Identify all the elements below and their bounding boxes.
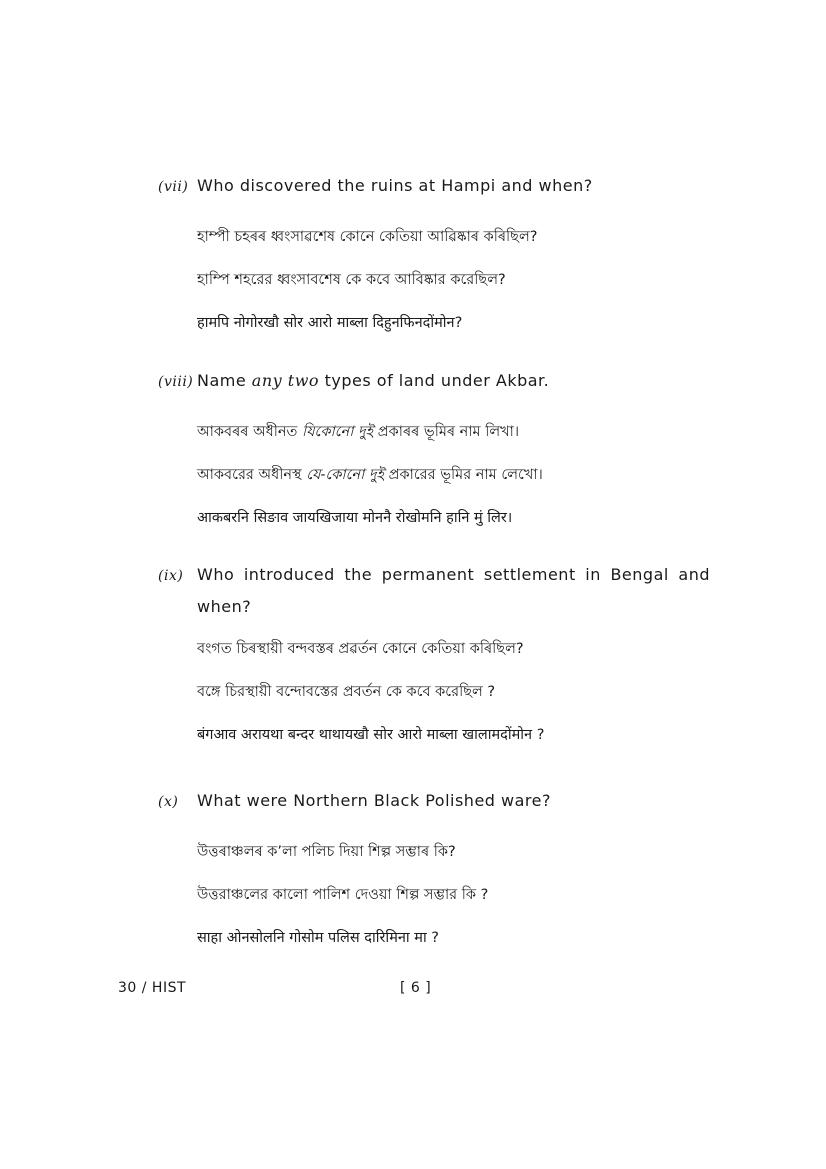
question-viii	[158, 365, 710, 540]
question-ix	[158, 559, 710, 757]
translation-assamese: উত্তৰাঞ্চলৰ ক’লা পলিচ দিয়া শিল্প সম্ভাৰ কি?	[197, 844, 456, 860]
translation-bodo: साहा ओनसोलनि गोसोम पलिस दारिमिना मा ?	[197, 930, 440, 946]
question-number: (viii)	[158, 374, 194, 390]
paper-code: 30 / HIST	[118, 980, 187, 996]
translation-bodo: आकबरनि सिङाव जायखिजाया मोननै रोखोमनि हानि मुं लिर।	[197, 510, 513, 526]
translation-assamese: বংগত চিৰস্থায়ী বন্দবস্তৰ প্ৰৱৰ্তন কোনে কেতিয়া কৰিছিল?	[197, 641, 524, 657]
question-number: (vii)	[158, 179, 189, 195]
page-number: [ 6 ]	[400, 980, 432, 996]
question-x	[158, 785, 710, 960]
question-text: Who introduced the permanent settlement in Bengal and when?	[197, 565, 710, 616]
question-vii	[158, 170, 710, 345]
translation-bengali: বঙ্গে চিরস্থায়ী বন্দোবস্তের প্রবর্তন কে কবে করেছিল ?	[197, 684, 496, 700]
question-text: Name any two types of land under Akbar.	[197, 371, 550, 390]
question-english	[158, 785, 710, 818]
translation-bengali: আকবরের অধীনস্থ যে-কোনো দুই প্রকারের ভূমির নাম লেখো।	[197, 467, 543, 483]
translation-bodo: बंगआव अरायथा बन्दर थाथायखौ सोर आरो माब्ला खालामदोंमोन ?	[197, 727, 545, 743]
question-number: (ix)	[158, 568, 184, 584]
question-english	[158, 170, 710, 203]
question-english	[158, 365, 710, 398]
translation-bengali: উত্তরাঞ্চলের কালো পালিশ দেওয়া শিল্প সম্ভার কি ?	[197, 887, 489, 903]
translation-bodo: हामपि नोगोरखौ सोर आरो माब्ला दिहुनफिनदोंमोन?	[197, 315, 463, 331]
question-text: Who discovered the ruins at Hampi and when?	[197, 176, 593, 195]
translation-bengali: হাম্পি শহরের ধ্বংসাবশেষ কে কবে আবিষ্কার করেছিল?	[197, 272, 506, 288]
question-text: What were Northern Black Polished ware?	[197, 791, 551, 810]
translation-assamese: আকবৰৰ অধীনত যিকোনো দুই প্ৰকাৰৰ ভূমিৰ নাম লিখা।	[197, 424, 520, 440]
question-number: (x)	[158, 794, 179, 810]
question-english	[158, 559, 710, 623]
translation-assamese: হাম্পী চহৰৰ ধ্বংসাৱশেষ কোনে কেতিয়া আৱিষ্কাৰ কৰিছিল?	[197, 229, 538, 245]
